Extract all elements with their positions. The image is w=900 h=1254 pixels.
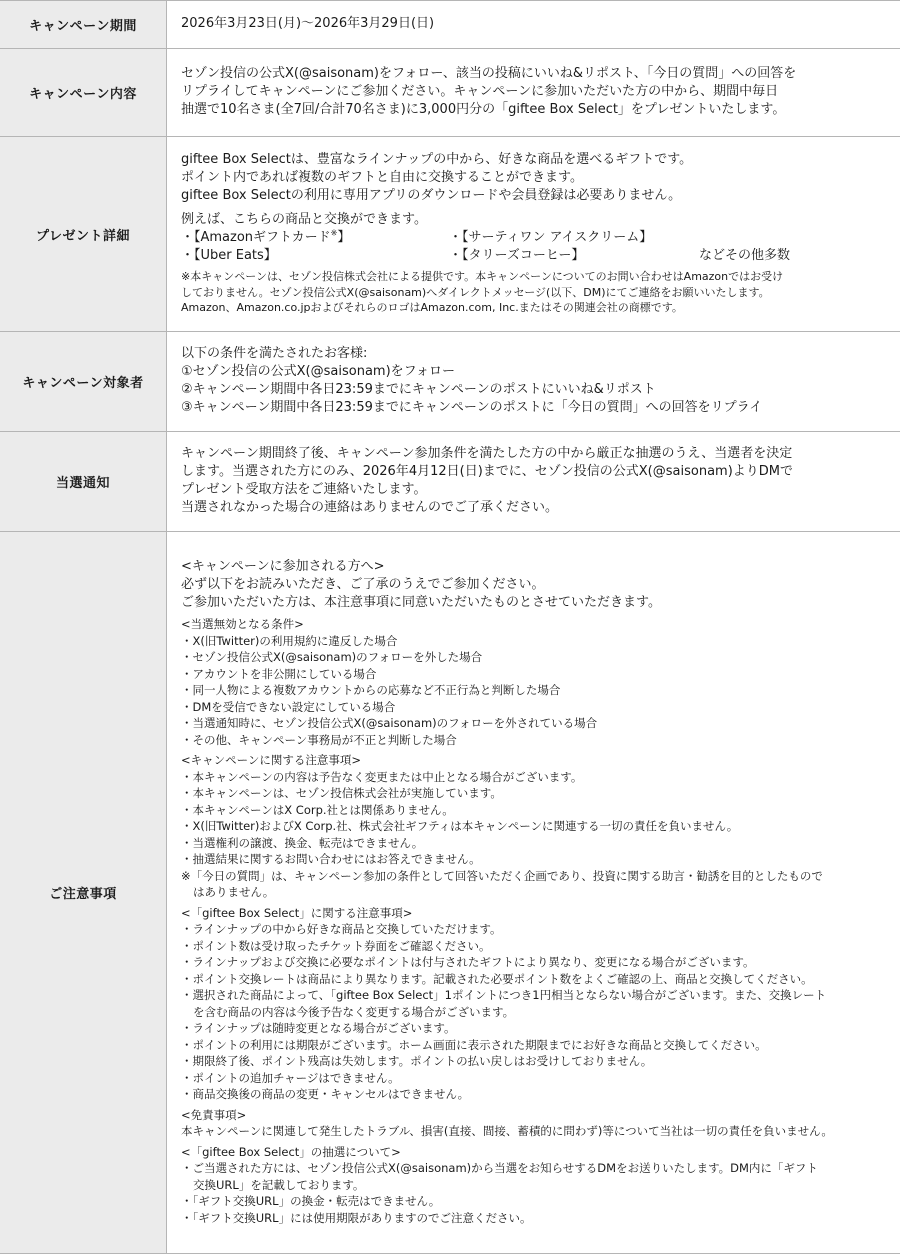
campaign-content-text (167, 49, 900, 137)
row-notes (0, 532, 900, 1254)
label-present-details: プレゼント詳細 (0, 137, 167, 332)
list-item: ・「ギフト交換URL」には使用期限がありますのでご注意ください。 (181, 1210, 892, 1227)
present-note-line: しておりません。セゾン投信公式X(@saisonam)へダイレクトメッセージ(以下、DM)にてご連絡をお願いいたします。 (181, 285, 892, 301)
section-heading: <キャンペーンに関する注意事項> (181, 752, 892, 769)
list-item-continuation: はありません。 (181, 884, 892, 901)
gift-item-amazon: ・【Amazonギフトカード※】 (181, 229, 449, 247)
gift-item-tullys: ・【タリーズコーヒー】 (449, 247, 699, 265)
campaign-target-text (167, 332, 900, 432)
list-item: ・セゾン投信公式X(@saisonam)のフォローを外した場合 (181, 649, 892, 666)
list-item: ・アカウントを非公開にしている場合 (181, 666, 892, 683)
text-line: giftee Box Selectは、豊富なラインナップの中から、好きな商品を選べるギフトです。 (181, 151, 892, 169)
section-heading: <「giftee Box Select」に関する注意事項> (181, 905, 892, 922)
list-item: ・ラインナップおよび交換に必要なポイントは付与されたギフトにより異なり、変更になる場合がございます。 (181, 954, 892, 971)
text-line: セゾン投信の公式X(@saisonam)をフォロー、該当の投稿にいいね&リポスト、「今日の質問」への回答を (181, 65, 892, 83)
row-present-details (0, 137, 900, 332)
condition-item: ①セゾン投信の公式X(@saisonam)をフォロー (181, 363, 892, 381)
present-note-line: ※本キャンペーンは、セゾン投信株式会社による提供です。本キャンペーンについてのお問い合わせはAmazonではお受け (181, 269, 892, 285)
present-note-line: Amazon、Amazon.co.jpおよびそれらのロゴはAmazon.com, Inc.またはその関連会社の商標です。 (181, 300, 892, 316)
list-item: ・本キャンペーンは、セゾン投信株式会社が実施しています。 (181, 785, 892, 802)
label-campaign-content: キャンペーン内容 (0, 49, 167, 137)
gift-items-row (181, 247, 892, 265)
list-item: ・X(旧Twitter)およびX Corp.社、株式会社ギフティは本キャンペーンに関連する一切の責任を負いません。 (181, 818, 892, 835)
text-line: 必ず以下をお読みいただき、ご了承のうえでご参加ください。 (181, 576, 892, 594)
condition-item: ②キャンペーン期間中各日23:59までにキャンペーンのポストにいいね&リポスト (181, 381, 892, 399)
text-line: プレゼント受取方法をご連絡いたします。 (181, 481, 892, 499)
list-item: ・ポイント交換レートは商品により異なります。記載された必要ポイント数をよくご確認の上、商品と交換してください。 (181, 971, 892, 988)
text-line: 抽選で10名さま(全7回/合計70名さま)に3,000円分の「giftee Box Select」をプレゼントいたします。 (181, 101, 892, 119)
notes-text (167, 532, 900, 1254)
list-item: ・選択された商品によって、「giftee Box Select」1ポイントにつき1円相当とならない場合がございます。また、交換レート (181, 987, 892, 1004)
list-item: ・ポイントの追加チャージはできません。 (181, 1070, 892, 1087)
row-campaign-period (0, 1, 900, 49)
gift-item-uber-eats: ・【Uber Eats】 (181, 247, 449, 265)
list-item: ・同一人物による複数アカウントからの応募など不正行為と判断した場合 (181, 682, 892, 699)
label-campaign-target: キャンペーン対象者 (0, 332, 167, 432)
gift-item-thirtyone: ・【サーティワン アイスクリーム】 (449, 229, 699, 247)
section-heading: <免責事項> (181, 1107, 892, 1124)
text-line: 以下の条件を満たされたお客様: (181, 345, 892, 363)
label-winner-notification: 当選通知 (0, 432, 167, 532)
label-notes: ご注意事項 (0, 532, 167, 1254)
text-line: リプライしてキャンペーンにご参加ください。キャンペーンに参加いただいた方の中から、期間中毎日 (181, 83, 892, 101)
row-winner-notification (0, 432, 900, 532)
list-item: ・ラインナップは随時変更となる場合がございます。 (181, 1020, 892, 1037)
list-item: ・期限終了後、ポイント残高は失効します。ポイントの払い戻しはお受けしておりません。 (181, 1053, 892, 1070)
text-line: ポイント内であれば複数のギフトと自由に交換することができます。 (181, 169, 892, 187)
list-item: ・ポイントの利用には期限がございます。ホーム画面に表示された期限までにお好きな商品と交換してください。 (181, 1037, 892, 1054)
campaign-period-value: 2026年3月23日(月)〜2026年3月29日(日) (167, 1, 900, 49)
winner-notification-text (167, 432, 900, 532)
list-item: ・DMを受信できない設定にしている場合 (181, 699, 892, 716)
list-item: ・ご当選された方には、セゾン投信公式X(@saisonam)から当選をお知らせするDMをお送りいたします。DM内に「ギフト (181, 1160, 892, 1177)
list-item-continuation: 交換URL」を記載しております。 (181, 1177, 892, 1194)
notes-intro-heading: <キャンペーンに参加される方へ> (181, 558, 892, 576)
text-line: キャンペーン期間終了後、キャンペーン参加条件を満たした方の中から厳正な抽選のうえ、当選者を決定 (181, 445, 892, 463)
list-item: ・ラインナップの中から好きな商品と交換していただけます。 (181, 921, 892, 938)
gift-item-others: などその他多数 (699, 247, 892, 265)
section-heading: <「giftee Box Select」の抽選について> (181, 1144, 892, 1161)
example-heading: 例えば、こちらの商品と交換ができます。 (181, 211, 892, 229)
gift-items-row (181, 229, 892, 247)
list-item: ・当選通知時に、セゾン投信公式X(@saisonam)のフォローを外されている場合 (181, 715, 892, 732)
list-item: ・ポイント数は受け取ったチケット券面をご確認ください。 (181, 938, 892, 955)
row-campaign-content (0, 49, 900, 137)
text-line: します。当選された方にのみ、2026年4月12日(日)までに、セゾン投信の公式X(@saisonam)よりDMで (181, 463, 892, 481)
list-item: ・その他、キャンペーン事務局が不正と判断した場合 (181, 732, 892, 749)
list-item: ・商品交換後の商品の変更・キャンセルはできません。 (181, 1086, 892, 1103)
present-details-text (167, 137, 900, 332)
section-heading: <当選無効となる条件> (181, 616, 892, 633)
list-item: ※「今日の質問」は、キャンペーン参加の条件として回答いただく企画であり、投資に関する助言・勧誘を目的としたもので (181, 868, 892, 885)
list-item: ・本キャンペーンはX Corp.社とは関係ありません。 (181, 802, 892, 819)
row-campaign-target (0, 332, 900, 432)
list-item-continuation: を含む商品の内容は今後予告なく変更する場合がございます。 (181, 1004, 892, 1021)
list-item: ・抽選結果に関するお問い合わせにはお答えできません。 (181, 851, 892, 868)
list-item: ・当選権利の譲渡、換金、転売はできません。 (181, 835, 892, 852)
text-line: giftee Box Selectの利用に専用アプリのダウンロードや会員登録は必要ありません。 (181, 187, 892, 205)
disclaimer-text: 本キャンペーンに関連して発生したトラブル、損害(直接、間接、蓄積的に問わず)等について当社は一切の責任を負いません。 (181, 1123, 892, 1140)
label-campaign-period: キャンペーン期間 (0, 1, 167, 49)
condition-item: ③キャンペーン期間中各日23:59までにキャンペーンのポストに「今日の質問」への回答をリプライ (181, 399, 892, 417)
list-item: ・本キャンペーンの内容は予告なく変更または中止となる場合がございます。 (181, 769, 892, 786)
list-item: ・X(旧Twitter)の利用規約に違反した場合 (181, 633, 892, 650)
text-line: 当選されなかった場合の連絡はありませんのでご了承ください。 (181, 499, 892, 517)
list-item: ・「ギフト交換URL」の換金・転売はできません。 (181, 1193, 892, 1210)
text-line: ご参加いただいた方は、本注意事項に同意いただいたものとさせていただきます。 (181, 594, 892, 612)
